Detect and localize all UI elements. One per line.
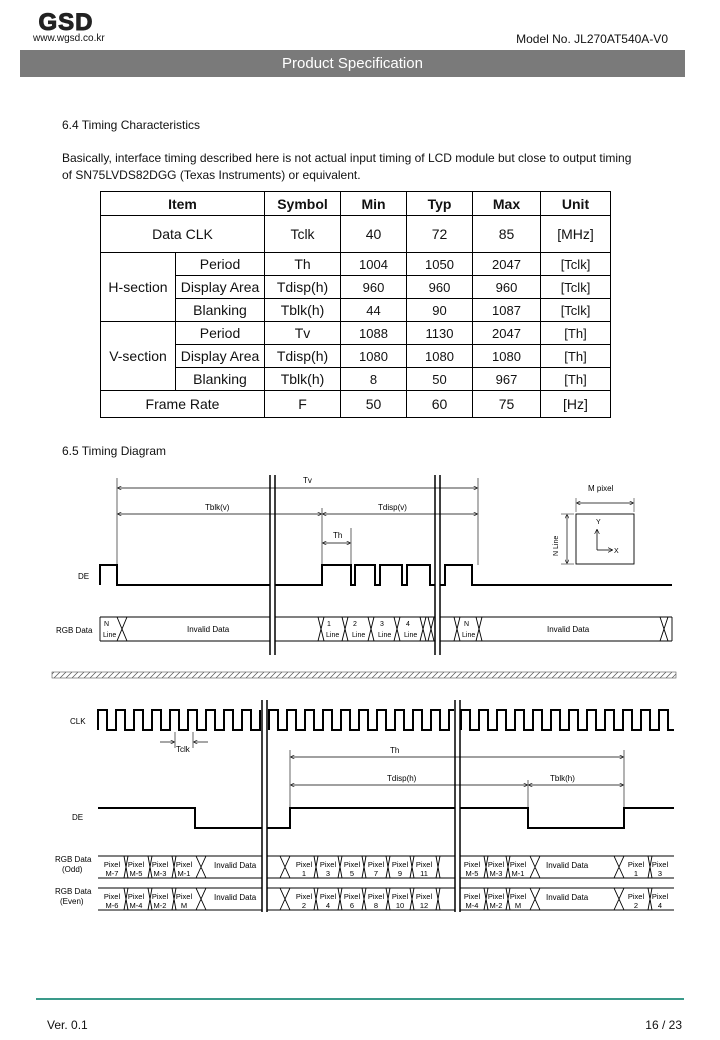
table-row — [101, 345, 611, 368]
timing-table — [100, 191, 611, 418]
pixel-cell-index: M-1 — [177, 869, 191, 878]
footer-rule — [36, 998, 684, 1000]
label-invalid-even-2: Invalid Data — [546, 893, 589, 902]
pixel-cell-title: Pixel — [295, 860, 313, 869]
pixel-cell-index: M-1 — [511, 869, 525, 878]
cell-min: 40 — [341, 216, 407, 253]
cell-item: Frame Rate — [101, 391, 265, 418]
cell-min: 1080 — [341, 345, 407, 368]
table-row — [101, 253, 611, 276]
timing-diagram — [0, 460, 720, 920]
pixel-cell-title: Pixel — [151, 892, 169, 901]
version-label: Ver. 0.1 — [47, 1018, 88, 1032]
cell-max: 75 — [473, 391, 541, 418]
cell-typ: 60 — [407, 391, 473, 418]
cell-max: 967 — [473, 368, 541, 391]
table-row — [101, 322, 611, 345]
pixel-cell-index: M-4 — [129, 901, 143, 910]
cell-unit: [Th] — [541, 345, 611, 368]
pixel-cell-title: Pixel — [463, 892, 481, 901]
pixel-cell-index: 8 — [373, 901, 379, 910]
horizontal-timing-group — [98, 700, 674, 912]
cell-max: 85 — [473, 216, 541, 253]
diagram-separator — [52, 672, 676, 678]
label-n4: 4 — [406, 621, 410, 628]
cell-unit: [Tclk] — [541, 253, 611, 276]
pixel-cell-title: Pixel — [367, 860, 385, 869]
cell-unit: [MHz] — [541, 216, 611, 253]
cell-symbol: Tv — [265, 322, 341, 345]
pixel-cell-index: M-5 — [129, 869, 143, 878]
cell-typ: 72 — [407, 216, 473, 253]
pixel-cell-title: Pixel — [651, 860, 669, 869]
cell-typ: 50 — [407, 368, 473, 391]
cell-min: 44 — [341, 299, 407, 322]
pixel-cell-title: Pixel — [509, 860, 527, 869]
pixel-cell-title: Pixel — [651, 892, 669, 901]
label-n3: 3 — [380, 621, 384, 628]
timing-description: Basically, interface timing described here is not actual input timing of LCD module but close to output timing of SN75LVDS82DGG (Texas Instruments) or equivalent. — [62, 151, 632, 182]
model-number: Model No. JL270AT540A-V0 — [516, 32, 668, 46]
label-n2: 2 — [353, 621, 357, 628]
header-bar — [20, 50, 685, 77]
header-max: Max — [473, 192, 541, 216]
label-tv: Tv — [303, 476, 312, 485]
cell-min: 1004 — [341, 253, 407, 276]
table-header-row — [101, 192, 611, 216]
cell-typ: 1050 — [407, 253, 473, 276]
cell-max: 2047 — [473, 322, 541, 345]
pixel-cell-index: M — [514, 901, 522, 910]
label-n-line: N Line — [553, 535, 560, 556]
label-n1: 1 — [327, 621, 331, 628]
pixel-cell-index: 1 — [301, 869, 307, 878]
pixel-cell-index: M-3 — [489, 869, 503, 878]
label-line-left: Line — [103, 632, 117, 639]
label-line-2: Line — [352, 632, 366, 639]
cell-unit: [Tclk] — [541, 276, 611, 299]
label-tblk-h: Tblk(h) — [550, 774, 575, 783]
label-th: Th — [333, 531, 343, 540]
cell-symbol: Th — [265, 253, 341, 276]
cell-min: 8 — [341, 368, 407, 391]
label-x: X — [614, 548, 619, 555]
pixel-cell-title: Pixel — [175, 892, 193, 901]
pixel-cell-title: Pixel — [127, 892, 145, 901]
pixel-cell-index: 3 — [657, 869, 663, 878]
label-line-3: Line — [378, 632, 392, 639]
cell-symbol: Tblk(h) — [265, 368, 341, 391]
pixel-cell-index: 11 — [420, 869, 428, 878]
header-unit: Unit — [541, 192, 611, 216]
cell-max: 960 — [473, 276, 541, 299]
label-rgb-even: RGB Data — [55, 887, 92, 896]
pixel-cell-index: 9 — [397, 869, 403, 878]
cell-typ: 1080 — [407, 345, 473, 368]
label-tclk: Tclk — [176, 745, 190, 754]
cell-min: 1088 — [341, 322, 407, 345]
pixel-cell-title: Pixel — [127, 860, 145, 869]
cell-sub: Display Area — [176, 276, 265, 299]
pixel-cell-index: 1 — [633, 869, 639, 878]
label-n-left: N — [104, 621, 110, 628]
pixel-cell-index: 7 — [373, 869, 379, 878]
cell-sub: Blanking — [176, 299, 265, 322]
cell-unit: [Th] — [541, 368, 611, 391]
label-y: Y — [596, 519, 601, 526]
page-number: 16 / 23 — [645, 1018, 682, 1032]
pixel-cell-index: M-6 — [105, 901, 119, 910]
label-de-bottom: DE — [72, 813, 84, 822]
cell-typ: 960 — [407, 276, 473, 299]
pixel-cell-index: 5 — [349, 869, 355, 878]
label-de-top: DE — [78, 572, 90, 581]
label-tblk-v: Tblk(v) — [205, 503, 230, 512]
cell-sub: Period — [176, 253, 265, 276]
pixel-cell-title: Pixel — [391, 892, 409, 901]
gsd-logo — [34, 10, 98, 34]
cell-item: Data CLK — [101, 216, 265, 253]
svg-text:GSD: GSD — [38, 10, 94, 34]
cell-symbol: Tdisp(h) — [265, 345, 341, 368]
label-line-1: Line — [326, 632, 340, 639]
header-item: Item — [101, 192, 265, 216]
header-bar-title: Product Specification — [282, 55, 423, 72]
header-typ: Typ — [407, 192, 473, 216]
label-rgb-top: RGB Data — [56, 626, 93, 635]
pixel-cell-title: Pixel — [627, 860, 645, 869]
table-row — [101, 391, 611, 418]
cell-symbol: Tdisp(h) — [265, 276, 341, 299]
table-row — [101, 216, 611, 253]
pixel-cell-title: Pixel — [103, 892, 121, 901]
pixel-cell-index: M-2 — [489, 901, 503, 910]
pixel-cell-index: 2 — [301, 901, 307, 910]
cell-min: 960 — [341, 276, 407, 299]
cell-symbol: Tclk — [265, 216, 341, 253]
cell-max: 1080 — [473, 345, 541, 368]
label-invalid-even-1: Invalid Data — [214, 893, 257, 902]
label-line-right: Line — [462, 632, 476, 639]
section-title-diagram: 6.5 Timing Diagram — [62, 444, 167, 458]
label-invalid-odd-2: Invalid Data — [546, 861, 589, 870]
pixel-cell-index: 6 — [349, 901, 355, 910]
label-n-right: N — [464, 621, 470, 628]
pixel-cell-title: Pixel — [367, 892, 385, 901]
pixel-cell-index: M-5 — [465, 869, 479, 878]
pixel-cell-title: Pixel — [509, 892, 527, 901]
pixel-cell-index: 2 — [633, 901, 639, 910]
pixel-cell-index: M-7 — [105, 869, 119, 878]
cell-sub: Period — [176, 322, 265, 345]
cell-sub: Blanking — [176, 368, 265, 391]
label-odd: (Odd) — [62, 865, 83, 874]
section-title-timing: 6.4 Timing Characteristics — [62, 118, 201, 132]
pixel-cell-title: Pixel — [463, 860, 481, 869]
cell-sub: Display Area — [176, 345, 265, 368]
pixel-cell-title: Pixel — [343, 892, 361, 901]
cell-unit: [Hz] — [541, 391, 611, 418]
pixel-cell-title: Pixel — [151, 860, 169, 869]
pixel-cell-index: 3 — [325, 869, 331, 878]
pixel-cell-title: Pixel — [319, 860, 337, 869]
table-row — [101, 299, 611, 322]
pixel-cell-index: M — [180, 901, 188, 910]
pixel-cell-index: M-2 — [153, 901, 167, 910]
label-invalid-odd-1: Invalid Data — [214, 861, 257, 870]
pixel-cell-title: Pixel — [103, 860, 121, 869]
pixel-cell-index: 4 — [325, 901, 331, 910]
horizontal-timing-labels — [55, 717, 668, 910]
table-row — [101, 368, 611, 391]
cell-typ: 90 — [407, 299, 473, 322]
pixel-cell-index: M-3 — [153, 869, 167, 878]
cell-max: 1087 — [473, 299, 541, 322]
cell-unit: [Tclk] — [541, 299, 611, 322]
label-tdisp-h: Tdisp(h) — [387, 774, 417, 783]
label-th-h: Th — [390, 746, 400, 755]
label-tdisp-v: Tdisp(v) — [378, 503, 407, 512]
label-line-4: Line — [404, 632, 418, 639]
cell-section: V-section — [101, 322, 176, 391]
label-invalid-left: Invalid Data — [187, 625, 230, 634]
pixel-cell-title: Pixel — [487, 892, 505, 901]
label-invalid-right: Invalid Data — [547, 625, 590, 634]
cell-symbol: F — [265, 391, 341, 418]
label-m-pixel: M pixel — [588, 484, 614, 493]
table-row — [101, 276, 611, 299]
cell-typ: 1130 — [407, 322, 473, 345]
pixel-cell-index: 4 — [657, 901, 663, 910]
cell-symbol: Tblk(h) — [265, 299, 341, 322]
pixel-cell-title: Pixel — [391, 860, 409, 869]
header-symbol: Symbol — [265, 192, 341, 216]
cell-max: 2047 — [473, 253, 541, 276]
pixel-cell-title: Pixel — [415, 892, 433, 901]
pixel-cell-index: M-4 — [465, 901, 479, 910]
vertical-timing-labels — [56, 476, 619, 639]
pixel-cell-title: Pixel — [175, 860, 193, 869]
pixel-cell-title: Pixel — [627, 892, 645, 901]
pixel-cell-index: 10 — [395, 901, 405, 910]
pixel-cell-title: Pixel — [343, 860, 361, 869]
cell-min: 50 — [341, 391, 407, 418]
pixel-cell-title: Pixel — [319, 892, 337, 901]
header-min: Min — [341, 192, 407, 216]
label-even: (Even) — [60, 897, 84, 906]
website-url: www.wgsd.co.kr — [33, 33, 105, 44]
cell-unit: [Th] — [541, 322, 611, 345]
label-rgb-odd: RGB Data — [55, 855, 92, 864]
pixel-cell-index: 12 — [419, 901, 429, 910]
pixel-cell-title: Pixel — [487, 860, 505, 869]
pixel-cell-title: Pixel — [295, 892, 313, 901]
cell-section: H-section — [101, 253, 176, 322]
label-clk: CLK — [70, 717, 86, 726]
pixel-cell-title: Pixel — [415, 860, 433, 869]
